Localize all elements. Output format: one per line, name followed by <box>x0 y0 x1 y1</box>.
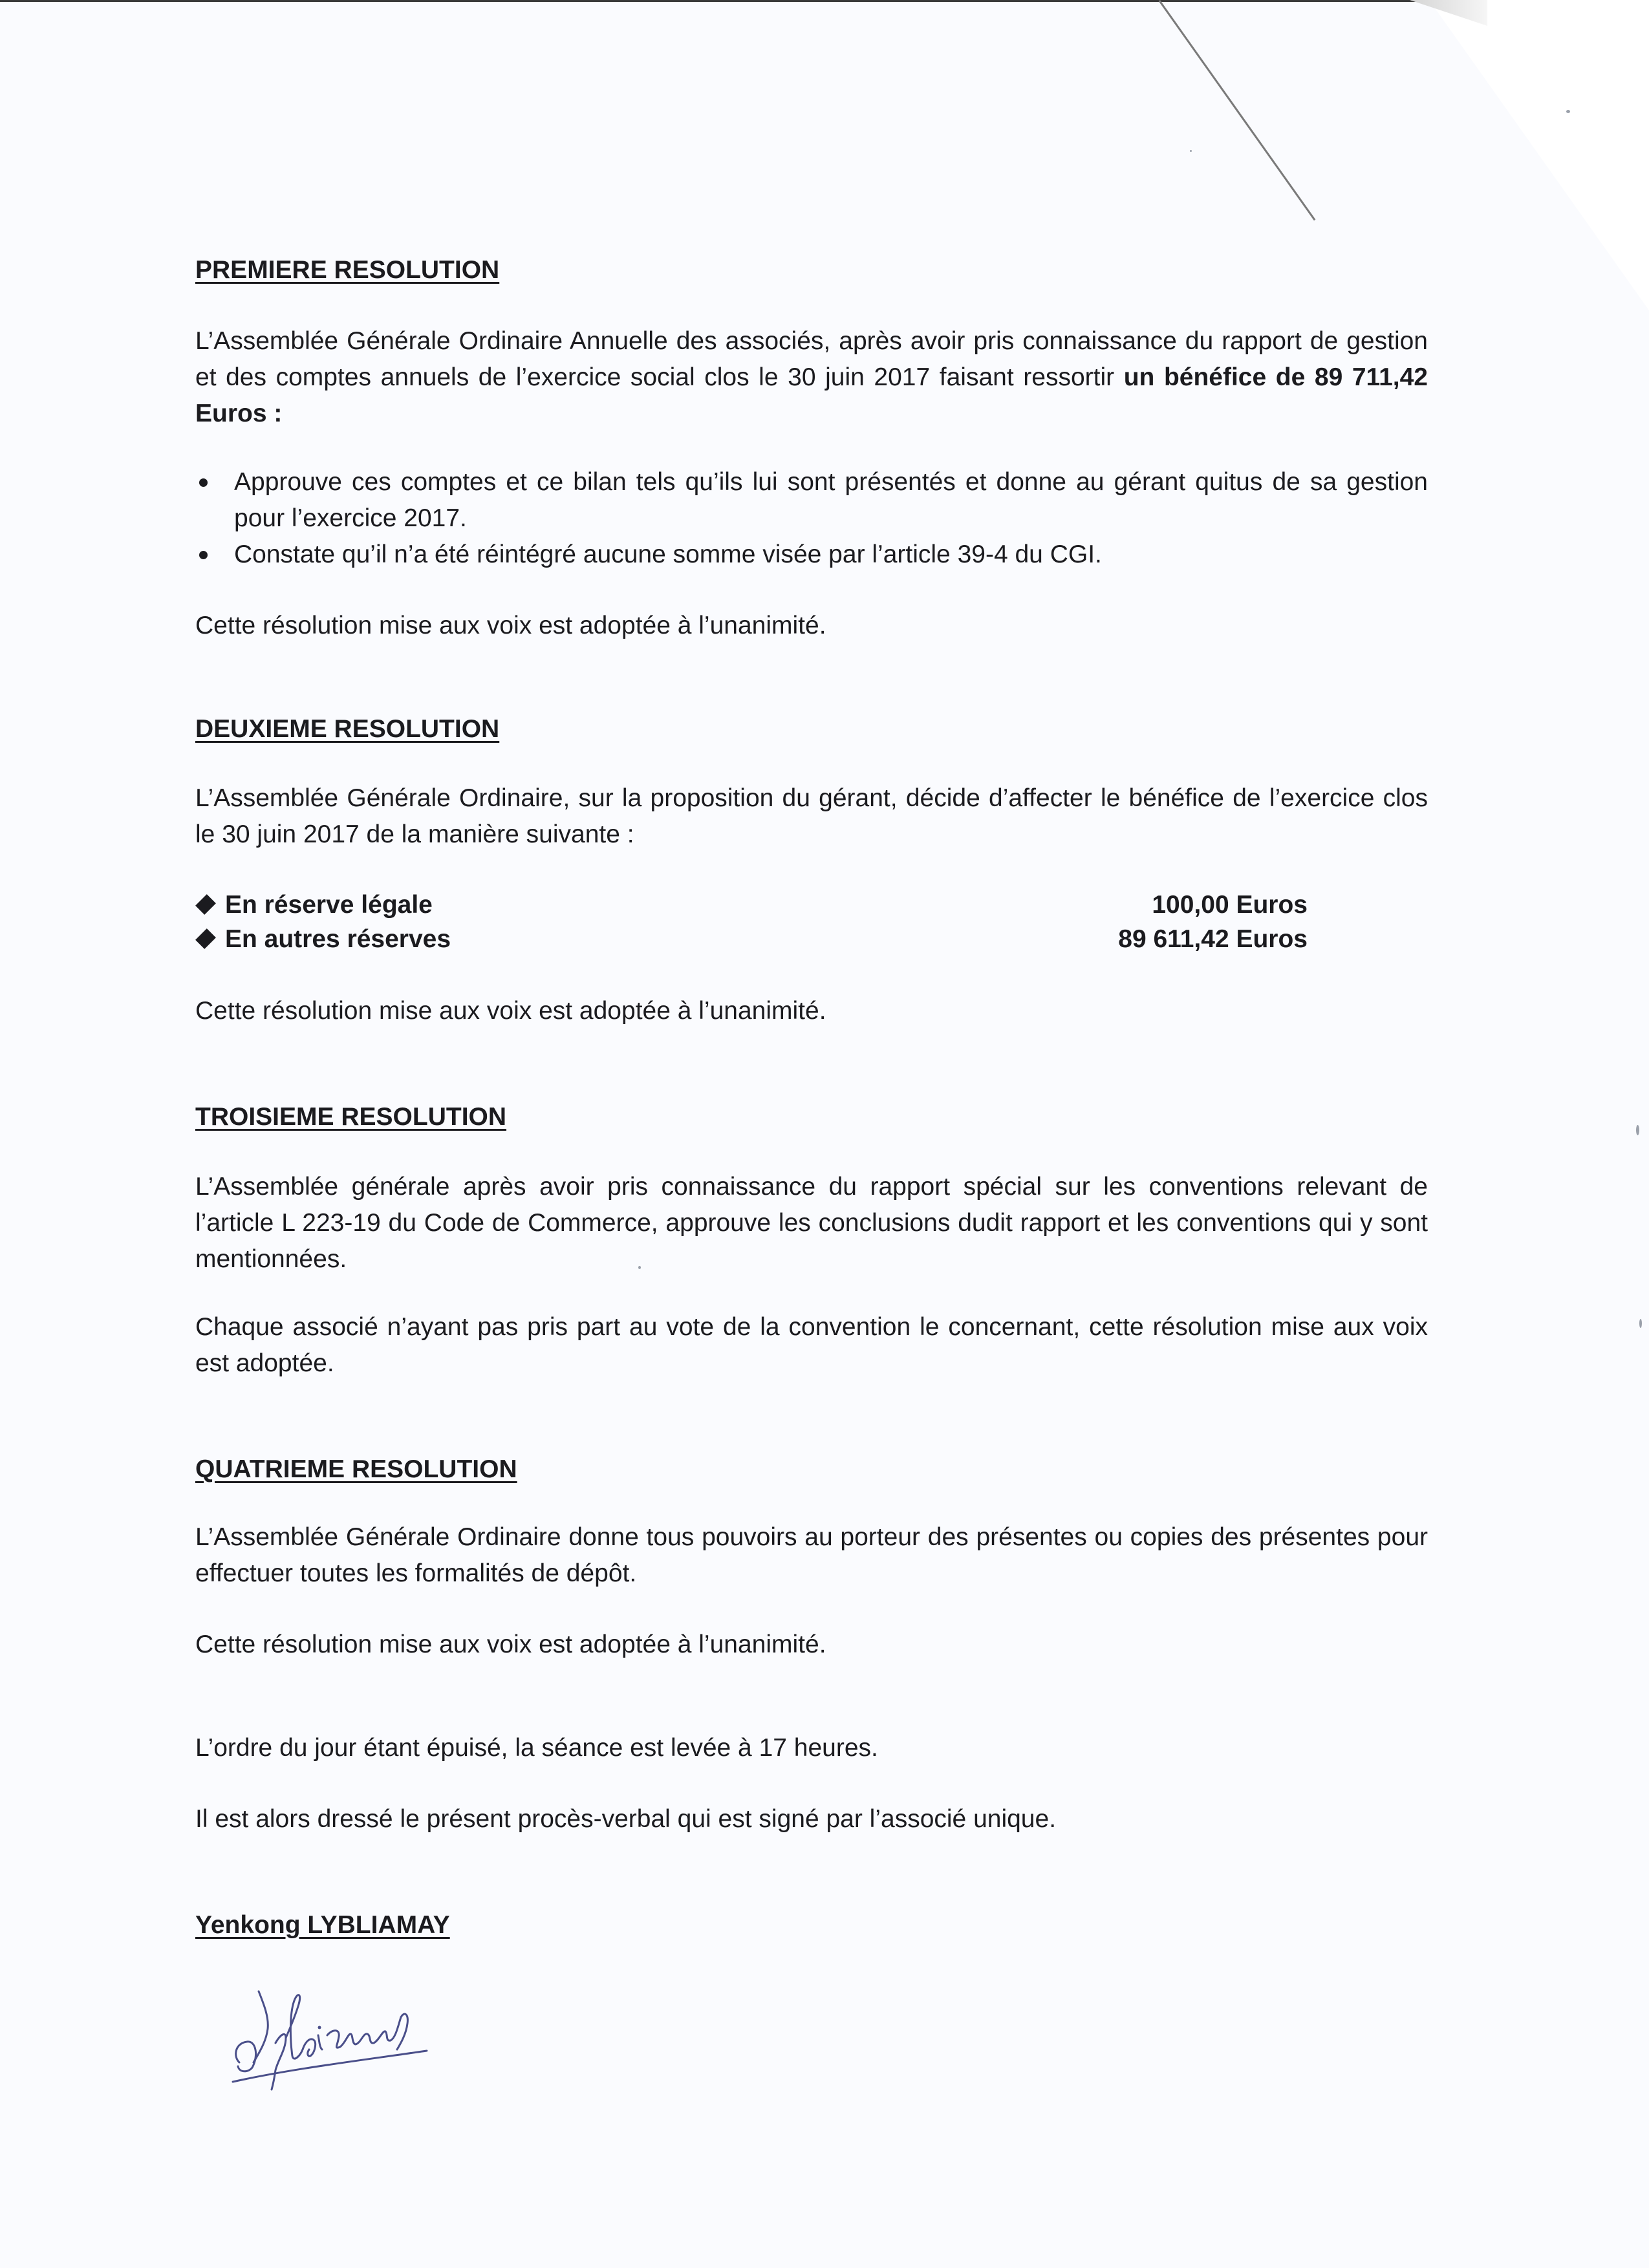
closing-statement: Il est alors dressé le présent procès-verbal qui est signé par l’associé unique. <box>195 1805 1057 1833</box>
resolution-1-bullet-1: Approuve ces comptes et ce bilan tels qu’ils lui sont présentés et donne au gérant quitus de sa gestion pour l’exercice 2017. <box>195 464 1428 537</box>
bullet-dot-icon <box>199 551 208 559</box>
allocation-amount: 89 611,42 Euros <box>1118 925 1308 953</box>
allocation-label: En réserve légale <box>225 891 433 919</box>
diamond-icon <box>195 928 216 949</box>
allocation-row <box>195 887 1308 923</box>
closing-statement: L’ordre du jour étant épuisé, la séance est levée à 17 heures. <box>195 1734 878 1762</box>
resolution-3-intro: L’Assemblée générale après avoir pris connaissance du rapport spécial sur les conventions relevant de l’article L 223-19 du Code de Commerce, approuve les conclusions dudit rapport et les conventions qui y sont mentionnées. <box>195 1173 1428 1273</box>
resolution-3-vote: Chaque associé n’ayant pas pris part au vote de la convention le concernant, cette résolution mise aux voix est adoptée. <box>195 1313 1428 1377</box>
folded-corner <box>1429 0 1649 310</box>
folded-corner-edge <box>1159 0 1316 220</box>
resolution-2-intro: L’Assemblée Générale Ordinaire, sur la proposition du gérant, décide d’affecter le bénéfice de l’exercice clos le 30 juin 2017 de la manière suivante : <box>195 784 1428 848</box>
resolution-1-bullet-2: Constate qu’il n’a été réintégré aucune somme visée par l’article 39-4 du CGI. <box>195 537 1428 573</box>
resolution-2-vote: Cette résolution mise aux voix est adoptée à l’unanimité. <box>195 997 826 1025</box>
scan-edge-line <box>0 0 1423 2</box>
resolution-2-heading: DEUXIEME RESOLUTION <box>195 715 500 743</box>
signatory-name: Yenkong LYBLIAMAY <box>195 1911 450 1939</box>
resolution-4-intro: L’Assemblée Générale Ordinaire donne tous pouvoirs au porteur des présentes ou copies des présentes pour effectuer toutes les formalités de dépôt. <box>195 1523 1428 1587</box>
allocation-amount: 100,00 Euros <box>1152 891 1308 919</box>
allocation-label: En autres réserves <box>225 925 451 953</box>
resolution-3-heading: TROISIEME RESOLUTION <box>195 1103 507 1131</box>
bullet-dot-icon <box>199 478 208 487</box>
resolution-1-profit: un bénéfice de 89 711,42 Euros : <box>195 363 1428 427</box>
resolution-1-heading: PREMIERE RESOLUTION <box>195 256 500 284</box>
resolution-4-heading: QUATRIEME RESOLUTION <box>195 1455 517 1483</box>
allocation-row <box>195 921 1308 957</box>
diamond-icon <box>195 894 216 915</box>
resolution-4-vote: Cette résolution mise aux voix est adoptée à l’unanimité. <box>195 1631 826 1658</box>
resolution-1-intro: L’Assemblée Générale Ordinaire Annuelle des associés, après avoir pris connaissance du rapport de gestion et des comptes annuels de l’exercice social clos le 30 juin 2017 faisant ressortir un bénéfice de 89 711,42 Euros : <box>195 327 1428 427</box>
handwritten-signature <box>213 1952 472 2095</box>
resolution-1-vote: Cette résolution mise aux voix est adoptée à l’unanimité. <box>195 612 826 639</box>
